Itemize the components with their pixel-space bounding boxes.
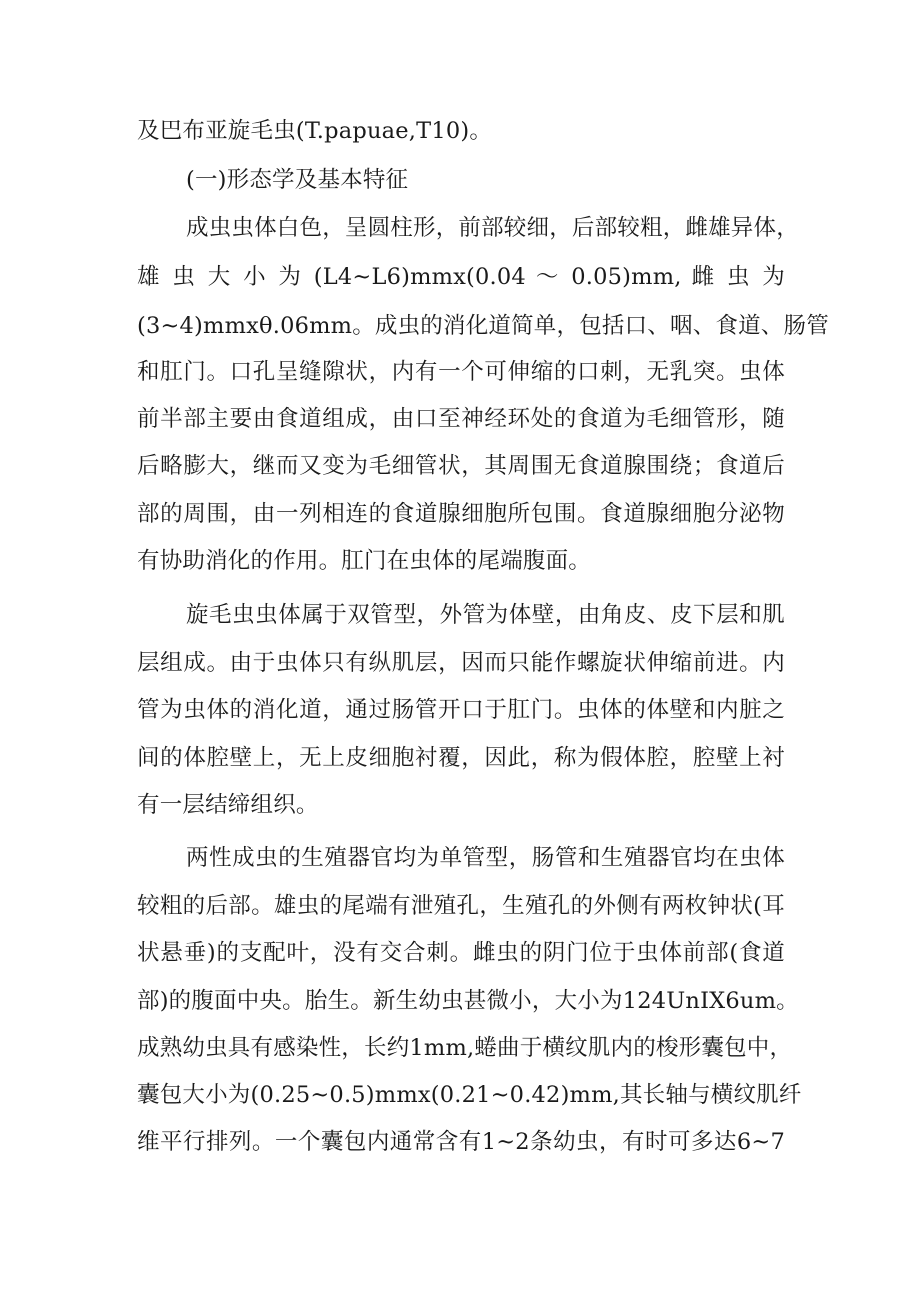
paragraph-line: 前半部主要由食道组成，由口至神经环处的食道为毛细管形，随 <box>137 406 785 432</box>
paragraph-line: 间的体腔壁上，无上皮细胞衬覆，因此，称为假体腔，腔壁上衬 <box>137 745 785 771</box>
paragraph-line: 较粗的后部。雄虫的尾端有泄殖孔，生殖孔的外侧有两枚钟状(耳 <box>137 893 785 919</box>
paragraph-line: 有协助消化的作用。肛门在虫体的尾端腹面。 <box>137 548 592 574</box>
paragraph-line: 有一层结缔组织。 <box>137 792 319 818</box>
section-heading: (一)形态学及基本特征 <box>186 167 409 193</box>
paragraph-line: (3~4)mmxθ.06mm。成虫的消化道简单，包括口、咽、食道、肠管 <box>137 313 829 339</box>
paragraph-line: 两性成虫的生殖器官均为单管型，肠管和生殖器官均在虫体 <box>186 845 785 871</box>
paragraph-line: 后略膨大，继而又变为毛细管状，其周围无食道腺围绕；食道后 <box>137 453 785 479</box>
text-line-top-fragment: 及巴布亚旋毛虫(T.papuae,T10)。 <box>137 118 493 144</box>
paragraph-line: 状悬垂)的支配叶，没有交合刺。雌虫的阴门位于虫体前部(食道 <box>137 940 785 966</box>
paragraph-line: 层组成。由于虫体只有纵肌层，因而只能作螺旋状伸缩前进。内 <box>137 650 785 676</box>
paragraph-line: 旋毛虫虫体属于双管型，外管为体壁，由角皮、皮下层和肌 <box>186 602 785 628</box>
paragraph-line: 和肛门。口孔呈缝隙状，内有一个可伸缩的口刺，无乳突。虫体 <box>137 359 785 385</box>
paragraph-line: 成虫虫体白色，呈圆柱形，前部较细，后部较粗，雌雄异体， <box>186 215 799 241</box>
paragraph-line: 部的周围，由一列相连的食道腺细胞所包围。食道腺细胞分泌物 <box>137 501 785 527</box>
paragraph-line: 管为虫体的消化道，通过肠管开口于肛门。虫体的体壁和内脏之 <box>137 697 785 723</box>
paragraph-line: 维平行排列。一个囊包内通常含有1~2条幼虫，有时可多达6~7 <box>137 1129 785 1155</box>
paragraph-line: 囊包大小为(0.25~0.5)mmx(0.21~0.42)mm,其长轴与横纹肌纤 <box>137 1082 802 1108</box>
paragraph-line: 成熟幼虫具有感染性，长约1mm,蜷曲于横纹肌内的梭形囊包中， <box>137 1035 793 1061</box>
paragraph-line: 雄 虫 大 小 为 (L4~L6)mmx(0.04 ～ 0.05)mm, 雌 虫 为 <box>137 264 785 290</box>
paragraph-line: 部)的腹面中央。胎生。新生幼虫甚微小，大小为124UnIX6um。 <box>137 988 799 1014</box>
